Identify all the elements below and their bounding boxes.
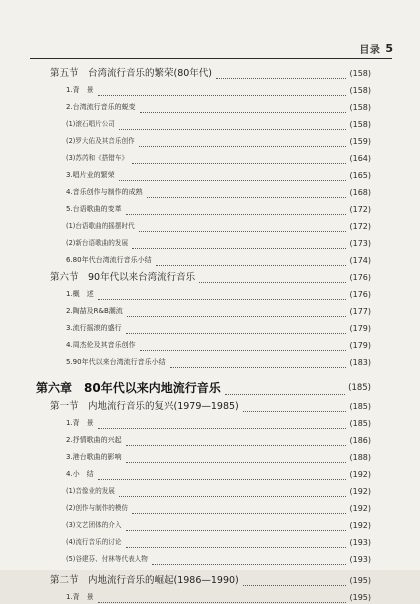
toc-entry-title: (3)文艺团体的介入 [66, 521, 122, 529]
toc-entry-title: 2.抒情歌曲的兴起 [66, 436, 122, 444]
dot-leader [98, 86, 346, 96]
toc-entry-title: 第六节 90年代以来台湾流行音乐 [50, 272, 196, 283]
toc-entry-title: 3.唱片业的繁荣 [66, 171, 115, 179]
toc-entry-title: 3.港台歌曲的影响 [66, 453, 122, 461]
toc-entry-sub [0, 485, 420, 498]
dot-leader [119, 120, 346, 130]
toc-entry-title: (1)音像业的发展 [66, 487, 115, 495]
dot-leader [243, 576, 346, 586]
toc-entry-page: (195) [349, 576, 371, 585]
dot-leader [98, 470, 346, 480]
toc-entry-title: 1.背 景 [66, 86, 94, 94]
dot-leader [126, 521, 346, 531]
toc-entry-title: (1)滚石唱片公司 [66, 120, 115, 128]
dot-leader [139, 137, 346, 147]
toc-entry-section [0, 400, 420, 413]
toc-entry-item [0, 305, 420, 318]
toc-entry-sub [0, 519, 420, 532]
page-number: 5 [385, 42, 393, 55]
dot-leader [170, 358, 346, 368]
toc-entry-page: (158) [349, 103, 371, 112]
toc-entry-title: (3)苏芮和《搭错车》 [66, 154, 129, 162]
toc-entry-title: 第一节 内地流行音乐的复兴(1979—1985) [50, 401, 239, 412]
toc-entry-sub [0, 536, 420, 549]
toc-entry-section [0, 574, 420, 587]
toc-entry-item [0, 288, 420, 301]
toc-entry-title: 2.陶喆及R&B潮流 [66, 307, 123, 315]
toc-entry-item [0, 84, 420, 97]
toc-entry-sub [0, 502, 420, 515]
toc-entry-page: (168) [349, 188, 371, 197]
toc-entry-page: (176) [349, 290, 371, 299]
dot-leader [156, 256, 346, 266]
toc-entry-page: (193) [349, 538, 371, 547]
toc-entry-title: (5)谷建芬、付林等代表人物 [66, 555, 148, 563]
dot-leader [127, 307, 346, 317]
toc-entry-sub [0, 135, 420, 148]
toc-entry-title: 第六章 80年代以来内地流行音乐 [36, 381, 221, 395]
toc-entry-title: (2)罗大佑及其音乐创作 [66, 137, 135, 145]
toc-entry-item [0, 169, 420, 182]
toc-entry-sub [0, 553, 420, 566]
toc-entry-title: (2)创作与制作的模仿 [66, 504, 129, 512]
toc-entry-title: 5.台语歌曲的变革 [66, 205, 122, 213]
toc-entry-item [0, 101, 420, 114]
toc-entry-item [0, 186, 420, 199]
toc-entry-page: (158) [349, 86, 371, 95]
toc-entry-page: (192) [349, 487, 371, 496]
toc-entry-item [0, 339, 420, 352]
dot-leader [119, 487, 346, 497]
toc-entry-page: (179) [349, 341, 371, 350]
toc-entry-chapter [0, 380, 420, 397]
header-rule [30, 58, 392, 59]
toc-entry-title: 4.周杰伦及其音乐创作 [66, 341, 136, 349]
toc-entry-page: (188) [349, 453, 371, 462]
dot-leader [199, 273, 346, 283]
dot-leader [98, 593, 346, 603]
dot-leader [225, 385, 345, 395]
toc-entry-section [0, 271, 420, 284]
toc-entry-item [0, 591, 420, 604]
toc-entry-title: 2.台湾流行音乐的蜕变 [66, 103, 136, 111]
toc-entry-page: (164) [349, 154, 371, 163]
dot-leader [216, 69, 346, 79]
toc-entry-sub [0, 220, 420, 233]
toc-entry-title: 4.音乐创作与制作的成熟 [66, 188, 143, 196]
toc-entry-title: (4)流行音乐的讨论 [66, 538, 122, 546]
dot-leader [126, 436, 346, 446]
dot-leader [140, 103, 346, 113]
dot-leader [147, 188, 346, 198]
toc-entry-page: (176) [349, 273, 371, 282]
toc-entry-item [0, 203, 420, 216]
dot-leader [152, 555, 346, 565]
dot-leader [98, 419, 346, 429]
dot-leader [119, 171, 346, 181]
toc-entry-page: (193) [349, 555, 371, 564]
toc-entry-page: (172) [349, 205, 371, 214]
toc-entry-page: (186) [349, 436, 371, 445]
toc-entry-item [0, 322, 420, 335]
toc-entry-sub [0, 152, 420, 165]
running-header-section: 目录 [359, 45, 381, 56]
dot-leader [132, 154, 346, 164]
toc-entry-title: 5.90年代以来台湾流行音乐小结 [66, 358, 166, 366]
dot-leader [126, 538, 346, 548]
toc-entry-title: 1.概 述 [66, 290, 94, 298]
toc-entry-title: 1.背 景 [66, 419, 94, 427]
dot-leader [140, 341, 346, 351]
toc-entry-page: (192) [349, 504, 371, 513]
toc-entry-page: (165) [349, 171, 371, 180]
toc-entry-page: (177) [349, 307, 371, 316]
toc-entry-sub [0, 118, 420, 131]
dot-leader [132, 504, 346, 514]
toc-entry-page: (192) [349, 521, 371, 530]
dot-leader [139, 222, 346, 232]
toc-entry-item [0, 417, 420, 430]
running-header [331, 42, 393, 55]
toc-entry-page: (158) [349, 69, 371, 78]
toc-entry-title: 4.小 结 [66, 470, 94, 478]
toc-entry-item [0, 434, 420, 447]
dot-leader [126, 205, 346, 215]
toc-entry-page: (195) [349, 593, 371, 602]
toc-entry-title: 第二节 内地流行音乐的崛起(1986—1990) [50, 575, 239, 586]
toc-entry-page: (174) [349, 256, 371, 265]
toc-entry-page: (158) [349, 120, 371, 129]
toc-entry-item [0, 451, 420, 464]
toc-entry-page: (185) [348, 383, 371, 393]
toc-entry-title: 3.流行摇滚的盛行 [66, 324, 122, 332]
toc-entry-page: (172) [349, 222, 371, 231]
toc-entry-title: 1.背 景 [66, 593, 94, 601]
toc-entry-page: (179) [349, 324, 371, 333]
toc-entry-title: 第五节 台湾流行音乐的繁荣(80年代) [50, 68, 213, 79]
toc-entry-title: 6.80年代台湾流行音乐小结 [66, 256, 152, 264]
toc-entry-item [0, 468, 420, 481]
toc-entry-title: (2)新台语歌曲的发展 [66, 239, 129, 247]
dot-leader [126, 453, 346, 463]
toc-entry-item [0, 356, 420, 369]
toc-entry-page: (173) [349, 239, 371, 248]
dot-leader [126, 324, 346, 334]
toc-entry-page: (159) [349, 137, 371, 146]
toc-entry-page: (183) [349, 358, 371, 367]
toc-entry-item [0, 254, 420, 267]
dot-leader [243, 402, 346, 412]
toc-entry-sub [0, 237, 420, 250]
dot-leader [132, 239, 346, 249]
toc-entry-title: (1)台语歌曲的摇摆时代 [66, 222, 135, 230]
toc-entry-page: (192) [349, 470, 371, 479]
dot-leader [98, 290, 346, 300]
toc-entry-page: (185) [349, 402, 371, 411]
toc-entry-page: (185) [349, 419, 371, 428]
toc-entry-section [0, 67, 420, 80]
